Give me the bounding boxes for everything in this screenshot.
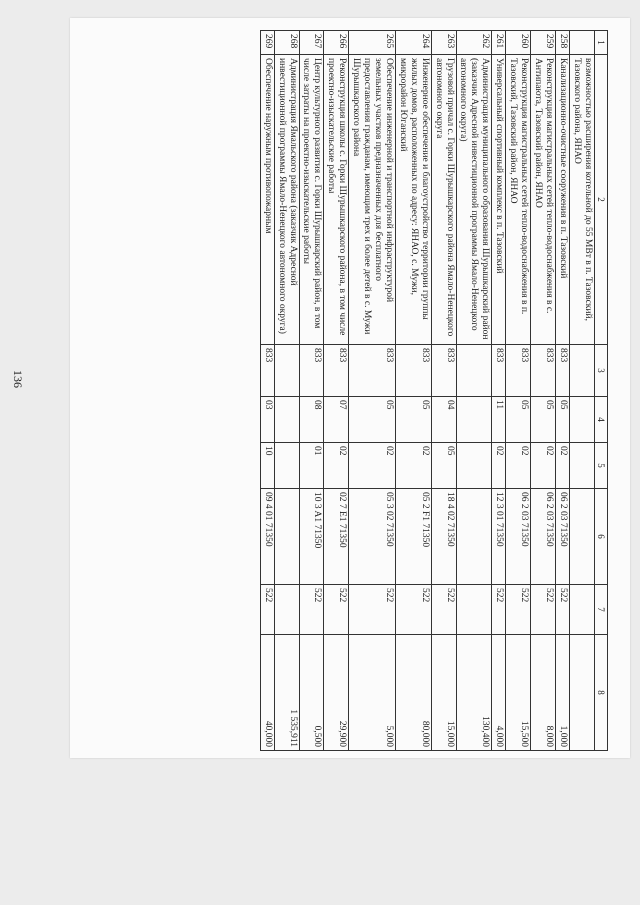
cell-target-article-code: 06 2 03 71350 [531,489,556,585]
cell-target-article-code: 06 2 03 71350 [555,489,569,585]
cell-row-number: 258 [555,31,569,55]
cell-subsection-code [456,443,492,489]
table-row [569,31,594,751]
cell-subsection-code: 02 [492,443,506,489]
cell-grbs-code [274,345,299,397]
column-header: 5 [594,443,607,489]
table-row [492,31,506,751]
cell-subsection-code: 10 [260,443,274,489]
cell-object-name: Универсальный спортивный комплекс в п. Тазовский [492,55,506,345]
cell-grbs-code: 833 [299,345,324,397]
cell-expense-type-code: 522 [260,585,274,635]
cell-subsection-code: 05 [431,443,456,489]
cell-object-name: Канализационно-очистные сооружения в п. Тазовский [555,55,569,345]
cell-subsection-code: 02 [555,443,569,489]
cell-expense-type-code: 522 [531,585,556,635]
cell-object-name: Центр культурного развития с. Горки Шурышкарский район, в том числе затраты на проектно-изыскательские работы [299,55,324,345]
column-header: 6 [594,489,607,585]
cell-amount [569,635,594,751]
table-row [274,31,299,751]
cell-object-name: Реконструкция магистральных сетей тепло-водоснабжения в п. Тазовский, Тазовский район, ЯНАО [506,55,531,345]
cell-target-article-code: 09 4 01 71350 [260,489,274,585]
cell-subsection-code: 02 [395,443,431,489]
cell-row-number [569,31,594,55]
cell-row-number: 268 [274,31,299,55]
column-header: 3 [594,345,607,397]
cell-amount: 15,500 [506,635,531,751]
cell-grbs-code: 833 [506,345,531,397]
cell-grbs-code: 833 [395,345,431,397]
cell-row-number: 265 [349,31,396,55]
cell-grbs-code: 833 [531,345,556,397]
cell-subsection-code: 02 [349,443,396,489]
cell-subsection-code: 01 [299,443,324,489]
cell-section-code: 04 [431,397,456,443]
cell-expense-type-code [569,585,594,635]
cell-target-article-code [456,489,492,585]
cell-expense-type-code: 522 [555,585,569,635]
cell-object-name: Администрация Ямальского района (заказчик Адресной инвестиционной программы Ямало-Ненецкого автономного округа) [274,55,299,345]
cell-object-name: Инженерное обеспечение и благоустройство территории группы жилых домов, расположенных по адресу: ЯНАО, с. Мужи, микрорайон Юганский [395,55,431,345]
cell-expense-type-code: 522 [349,585,396,635]
cell-row-number: 264 [395,31,431,55]
cell-grbs-code [456,345,492,397]
cell-expense-type-code [274,585,299,635]
cell-grbs-code: 833 [260,345,274,397]
cell-amount: 130,400 [456,635,492,751]
cell-section-code: 05 [531,397,556,443]
cell-target-article-code: 06 2 03 71350 [506,489,531,585]
cell-amount: 15,000 [431,635,456,751]
cell-row-number: 266 [324,31,349,55]
cell-target-article-code: 18 4 02 71350 [431,489,456,585]
cell-target-article-code [274,489,299,585]
cell-section-code: 05 [506,397,531,443]
table-header-row [594,31,607,751]
cell-amount: 1,000 [555,635,569,751]
table-row [260,31,274,751]
table-row [299,31,324,751]
table-row [324,31,349,751]
cell-target-article-code: 12 3 01 71350 [492,489,506,585]
cell-amount: 40,000 [260,635,274,751]
cell-object-name: Обеспечение инженерной и транспортной инфраструктурой земельных участков предназначенных для бесплатного предоставления гражданам, имеющим трех и более детей в с. Мужи Шурышкарского района [349,55,396,345]
cell-row-number: 267 [299,31,324,55]
cell-amount: 8,000 [531,635,556,751]
cell-section-code: 05 [395,397,431,443]
cell-section-code: 11 [492,397,506,443]
cell-row-number: 262 [456,31,492,55]
cell-subsection-code: 02 [324,443,349,489]
budget-table [260,30,608,751]
cell-row-number: 259 [531,31,556,55]
table-row [456,31,492,751]
cell-grbs-code: 833 [349,345,396,397]
table-row [431,31,456,751]
cell-amount: 29,900 [324,635,349,751]
cell-subsection-code [274,443,299,489]
cell-expense-type-code: 522 [395,585,431,635]
cell-expense-type-code: 522 [431,585,456,635]
cell-row-number: 260 [506,31,531,55]
rotated-table-container [260,30,608,750]
cell-expense-type-code: 522 [324,585,349,635]
column-header: 7 [594,585,607,635]
cell-grbs-code [569,345,594,397]
cell-grbs-code: 833 [431,345,456,397]
cell-target-article-code: 05 2 F1 71350 [395,489,431,585]
cell-object-name: Реконструкция школы с. Горки Шурышкарского района, в том числе проектно-изыскательские работы [324,55,349,345]
cell-section-code: 03 [260,397,274,443]
cell-target-article-code: 05 3 02 71350 [349,489,396,585]
cell-section-code: 08 [299,397,324,443]
cell-grbs-code: 833 [492,345,506,397]
cell-grbs-code: 833 [324,345,349,397]
cell-amount: 80,000 [395,635,431,751]
table-row [506,31,531,751]
cell-section-code: 05 [349,397,396,443]
cell-object-name: Обеспечение наружным противопожарным [260,55,274,345]
cell-amount: 0,500 [299,635,324,751]
cell-object-name: Реконструкция магистральных сетей тепло-водоснабжения в с. Антипаюта, Тазовский район, ЯНАО [531,55,556,345]
cell-section-code [456,397,492,443]
column-header: 1 [594,31,607,55]
cell-section-code [274,397,299,443]
page-number: 136 [11,370,25,388]
cell-subsection-code: 02 [506,443,531,489]
table-row [555,31,569,751]
cell-object-name: Грузовой причал с. Горки Шурышкарского района Ямало-Ненецкого автономного округа [431,55,456,345]
cell-expense-type-code: 522 [299,585,324,635]
cell-amount: 4,000 [492,635,506,751]
cell-object-name: Администрация муниципального образования Шурышкарский район (заказчик Адресной инвестиционной программы Ямало-Ненецкого автономного округа) [456,55,492,345]
cell-target-article-code: 10 3 A1 71350 [299,489,324,585]
column-header: 2 [594,55,607,345]
cell-target-article-code [569,489,594,585]
cell-object-name: возможностью расширения котельной до 55 МВт в п. Тазовский, Тазовского района, ЯНАО [569,55,594,345]
cell-section-code: 07 [324,397,349,443]
cell-target-article-code: 02 7 E1 71350 [324,489,349,585]
cell-row-number: 269 [260,31,274,55]
cell-row-number: 261 [492,31,506,55]
cell-grbs-code: 833 [555,345,569,397]
cell-amount: 1 535,911 [274,635,299,751]
cell-expense-type-code: 522 [492,585,506,635]
table-row [349,31,396,751]
cell-row-number: 263 [431,31,456,55]
cell-section-code [569,397,594,443]
cell-amount: 5,000 [349,635,396,751]
cell-section-code: 05 [555,397,569,443]
cell-subsection-code: 02 [531,443,556,489]
cell-expense-type-code [456,585,492,635]
cell-expense-type-code: 522 [506,585,531,635]
column-header: 4 [594,397,607,443]
cell-subsection-code [569,443,594,489]
column-header: 8 [594,635,607,751]
table-row [531,31,556,751]
table-row [395,31,431,751]
